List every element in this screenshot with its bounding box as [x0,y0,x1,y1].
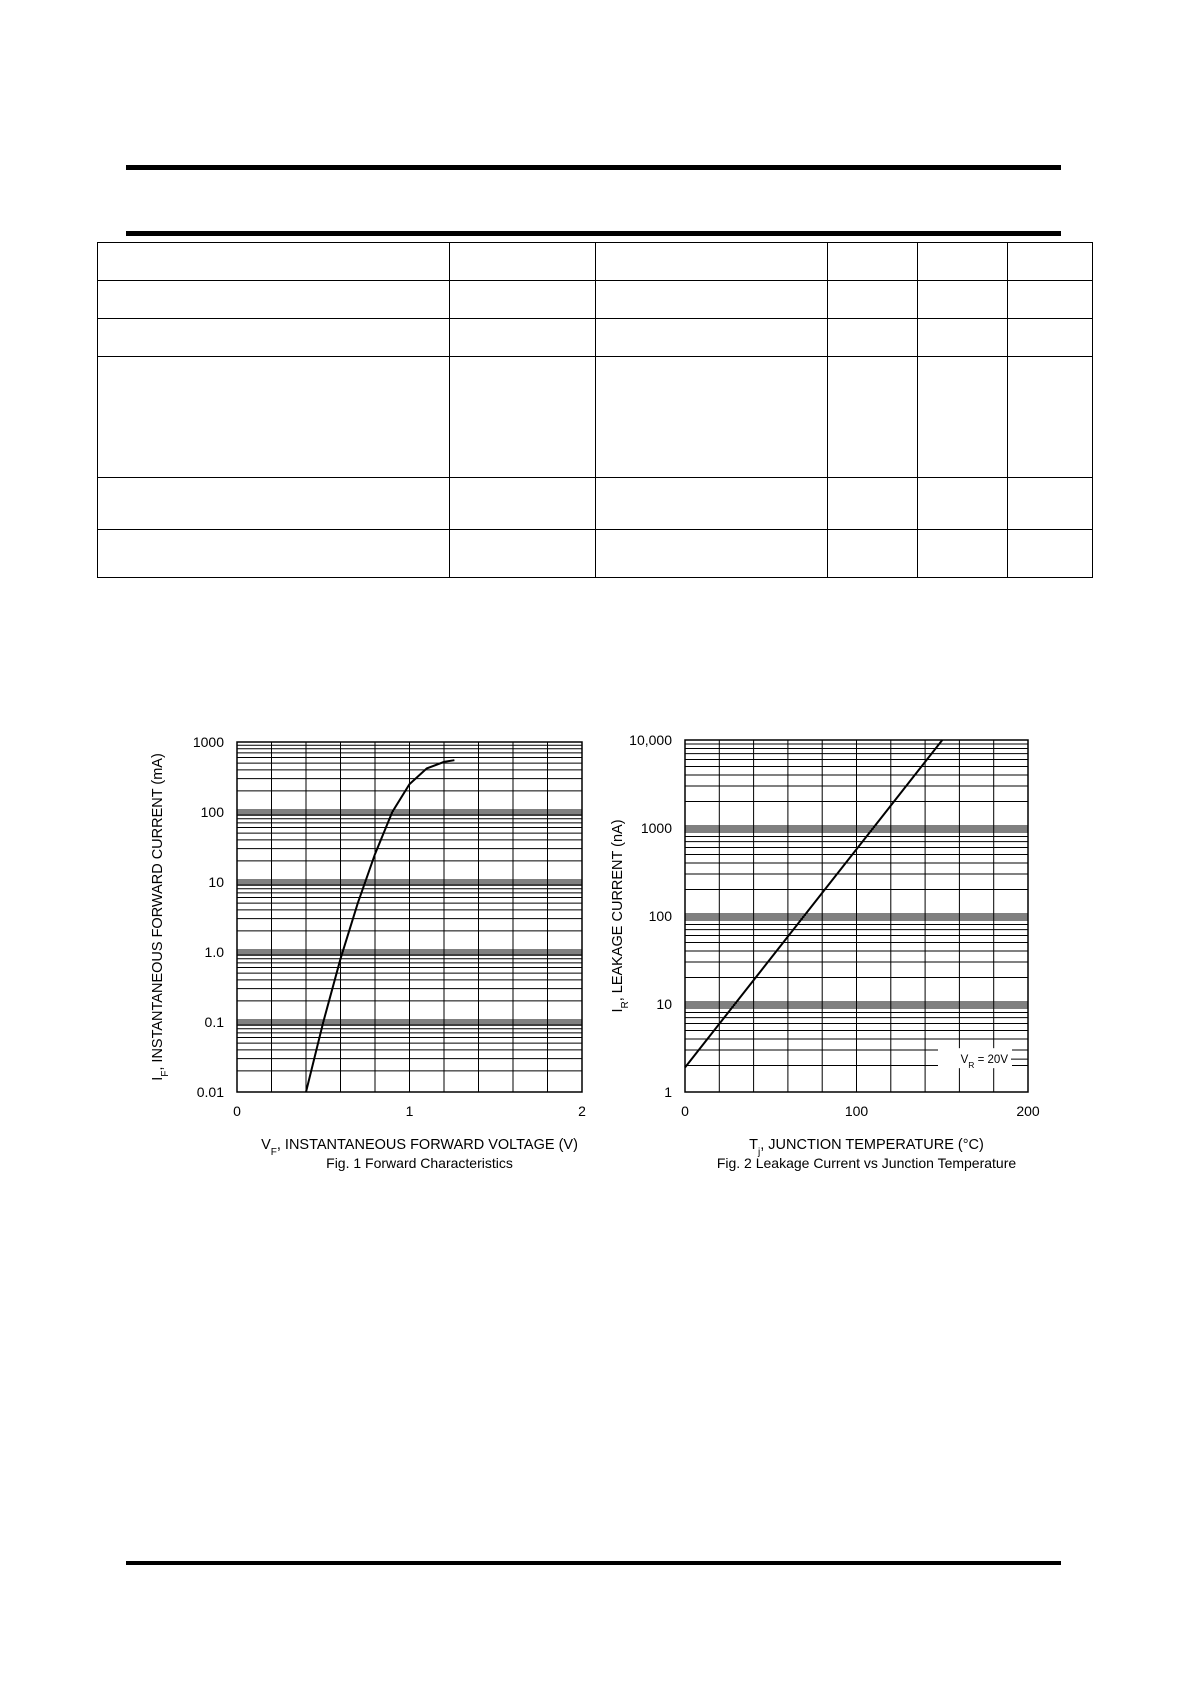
table-cell [98,281,450,319]
y-axis-label-main: I [610,1008,626,1013]
y-tick-label: 10 [208,874,224,890]
table-cell [596,243,828,281]
y-tick-label: 1000 [192,734,224,750]
plot-grid [237,742,582,1092]
x-tick-label: 100 [844,1103,869,1119]
table-cell [450,357,596,478]
y-tick-label: 0.1 [204,1014,224,1030]
x-tick-label: 2 [578,1103,586,1119]
table-cell [1008,281,1093,319]
table-cell [828,357,918,478]
table-cell [98,243,450,281]
annotation-sub: R [968,1060,975,1071]
table-row [98,281,1093,319]
header-rule-bottom [126,231,1061,236]
y-tick-label: 100 [200,804,224,820]
table-cell [918,357,1008,478]
y-tick-label: 10 [656,996,672,1012]
table-cell [450,530,596,578]
spec-table [97,242,1093,578]
table-cell [450,243,596,281]
y-tick-label: 0.01 [196,1084,224,1100]
series-line [685,740,942,1068]
header-rule-top [126,165,1061,170]
table-cell [828,281,918,319]
x-axis-label-rest: , JUNCTION TEMPERATURE (°C) [760,1137,984,1153]
table-cell [450,478,596,530]
table-cell [918,319,1008,357]
table-cell [98,530,450,578]
table-row [98,319,1093,357]
y-axis-label-rest: , INSTANTANEOUS FORWARD CURRENT (mA) [150,753,166,1071]
x-axis-label-sub: F [270,1146,277,1158]
y-tick-label: 10,000 [629,732,672,748]
table-cell [450,319,596,357]
table-cell [1008,478,1093,530]
table-cell [828,243,918,281]
x-axis-label-main: V [261,1137,271,1153]
x-axis-label-sub: j [758,1146,761,1158]
table-cell [918,530,1008,578]
plot-grid [685,740,1028,1092]
table-cell [1008,530,1093,578]
annotation-rest: = 20V [974,1054,1008,1067]
y-axis-label-main: I [150,1076,166,1081]
table-cell [596,478,828,530]
figure-caption: Fig. 2 Leakage Current vs Junction Temperature [716,1155,1017,1171]
x-tick-label: 200 [1016,1103,1040,1119]
x-tick-label: 0 [681,1103,689,1119]
y-axis-label-rest: , LEAKAGE CURRENT (nA) [610,819,626,1002]
y-axis-label [150,753,171,1081]
table-row [98,357,1093,478]
table-cell [596,319,828,357]
x-tick-label: 1 [405,1103,414,1119]
table-cell [596,281,828,319]
y-tick-label: 1000 [640,820,672,836]
y-axis-label [610,819,631,1012]
footer-rule [126,1561,1061,1565]
table-cell [828,478,918,530]
table-cell [918,281,1008,319]
x-axis-label-rest: , INSTANTANEOUS FORWARD VOLTAGE (V) [276,1137,578,1153]
chart-leakage-current [600,725,1060,1180]
table-row [98,478,1093,530]
table-cell [828,530,918,578]
table-cell [596,530,828,578]
table-cell [450,281,596,319]
y-tick-label: 100 [648,908,672,924]
table-cell [918,478,1008,530]
x-tick-label: 0 [233,1103,241,1119]
y-tick-label: 1 [664,1084,672,1100]
table-cell [98,478,450,530]
table-row [98,530,1093,578]
y-axis-label-sub: F [159,1070,171,1077]
table-cell [1008,243,1093,281]
annotation-main: V [960,1054,969,1067]
table-cell [98,357,450,478]
x-axis-label-main: T [749,1137,759,1153]
figure-caption: Fig. 1 Forward Characteristics [326,1155,513,1171]
table-cell [596,357,828,478]
table-cell [1008,319,1093,357]
table-row [98,243,1093,281]
y-tick-label: 1.0 [204,944,224,960]
table-cell [98,319,450,357]
chart-forward-characteristics [140,725,600,1180]
table-cell [828,319,918,357]
table-cell [1008,357,1093,478]
table-cell [918,243,1008,281]
y-axis-label-sub: R [619,1001,631,1009]
